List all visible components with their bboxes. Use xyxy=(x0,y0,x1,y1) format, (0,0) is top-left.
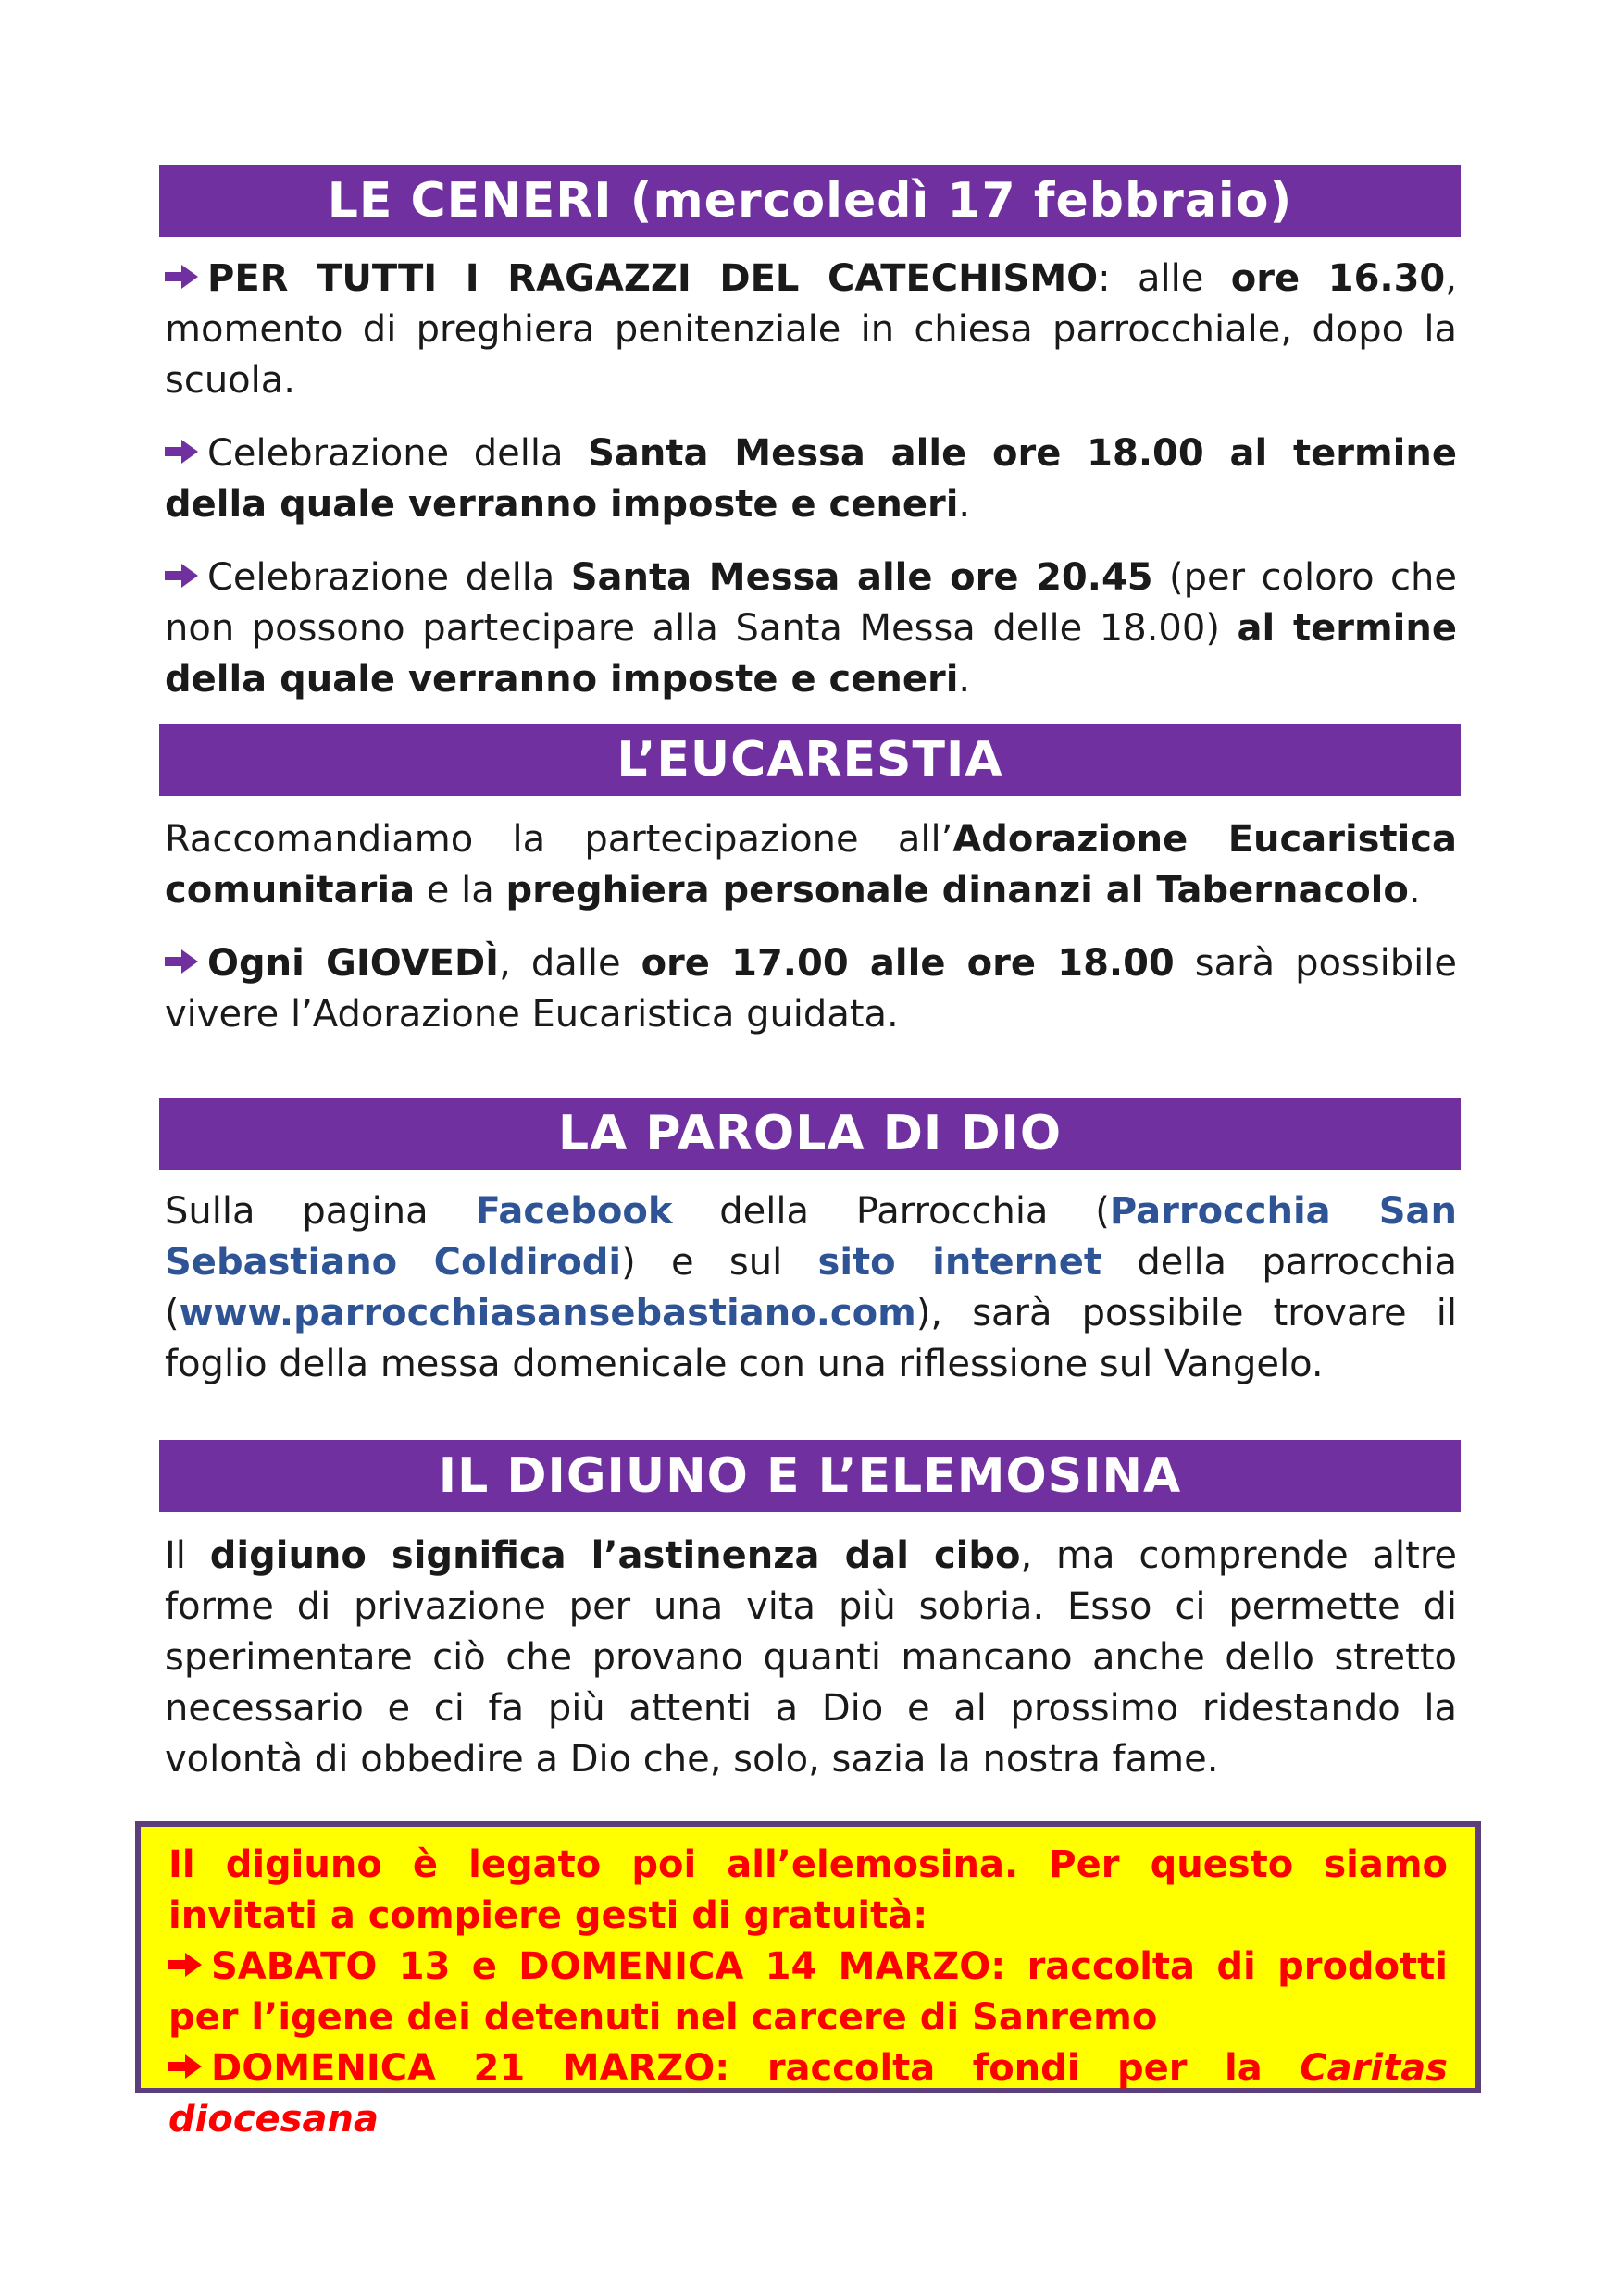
bold-text: al termine della quale verranno imposte e ceneri xyxy=(165,607,1457,701)
section-ceneri xyxy=(165,254,1457,705)
text: sarà possibile vivere l’Adorazione Eucaristica guidata. xyxy=(165,942,1457,1036)
callout-item-text: SABATO 13 e DOMENICA 14 MARZO: raccolta di prodotti per l’igene dei detenuti nel carcere di Sanremo xyxy=(168,1945,1448,2039)
section-title-parola: LA PAROLA DI DIO xyxy=(557,1106,1063,1161)
website-url-link[interactable]: www.parrocchiasansebastiano.com xyxy=(179,1292,916,1334)
section-banner-digiuno xyxy=(159,1440,1461,1512)
text: , dalle xyxy=(499,942,641,985)
text: Sulla pagina xyxy=(165,1190,476,1233)
callout-item-text: DOMENICA 21 MARZO: raccolta fondi per la xyxy=(211,2047,1301,2090)
caritas-italic-text: Caritas diocesana xyxy=(168,2047,1448,2141)
section-banner-parola xyxy=(159,1098,1461,1170)
arrow-right-icon xyxy=(165,265,198,289)
text: ), sarà possibile trovare il foglio della messa domenicale con una riflessione sul Vangelo. xyxy=(165,1292,1457,1385)
text: (per coloro che non possono partecipare alla Santa Messa delle 18.00) xyxy=(165,556,1457,650)
text: e la xyxy=(415,869,506,912)
elemosina-callout xyxy=(135,1821,1481,2141)
bold-text: preghiera personale dinanzi al Tabernacolo xyxy=(505,869,1409,912)
section-title-digiuno: IL DIGIUNO E L’ELEMOSINA xyxy=(438,1448,1182,1504)
callout-item xyxy=(168,2043,1448,2145)
text: . xyxy=(958,658,971,701)
text: , ma comprende altre forme di privazione per una vita più sobria. Esso ci permette di sperimentare ciò che provano quanti mancano anche dello stretto necessario e ci fa più attenti a Dio e al prossimo ridestando la volontà di obbedire a Dio che, solo, sazia la nostra fame. xyxy=(165,1534,1458,1781)
section-title-eucaristia: L’EUCARESTIA xyxy=(616,732,1003,788)
text: Celebrazione della xyxy=(207,556,571,599)
text: della Parrocchia ( xyxy=(672,1190,1110,1233)
arrow-right-icon xyxy=(168,2054,202,2079)
section-banner-eucaristia xyxy=(159,724,1461,796)
paragraph xyxy=(165,1186,1457,1390)
text: . xyxy=(1408,869,1421,912)
website-link[interactable]: sito internet xyxy=(817,1241,1102,1284)
bold-text: ore 17.00 alle ore 18.00 xyxy=(641,942,1175,985)
bold-text: Santa Messa alle ore 18.00 al termine della quale verranno imposte e ceneri xyxy=(165,432,1457,526)
paragraph xyxy=(165,254,1457,406)
arrow-right-icon xyxy=(165,949,198,974)
facebook-link[interactable]: Facebook xyxy=(475,1190,673,1233)
paragraph xyxy=(165,1531,1457,1785)
paragraph xyxy=(165,552,1457,705)
arrow-right-icon xyxy=(165,440,198,464)
text: . xyxy=(958,483,971,526)
text: Il xyxy=(165,1534,210,1577)
text: ) e sul xyxy=(621,1241,818,1284)
paragraph xyxy=(165,428,1457,530)
section-title-ceneri: LE CENERI (mercoledì 17 febbraio) xyxy=(327,173,1293,229)
callout-intro: Il digiuno è legato poi all’elemosina. Per questo siamo invitati a compiere gesti di gratuità: xyxy=(168,1843,1448,1937)
bold-text: PER TUTTI I RAGAZZI DEL CATECHISMO xyxy=(207,257,1099,300)
section-banner-ceneri xyxy=(159,165,1461,237)
bold-text: ore 16.30 xyxy=(1230,257,1446,300)
bold-text: Adorazione Eucaristica comunitaria xyxy=(165,818,1458,912)
section-digiuno xyxy=(165,1531,1457,1785)
text: Celebrazione della xyxy=(207,432,589,475)
text: Raccomandiamo la partecipazione all’ xyxy=(165,818,953,861)
callout-item xyxy=(168,1942,1448,2043)
section-eucaristia xyxy=(165,814,1457,1040)
bold-text: Ogni GIOVEDÌ xyxy=(207,942,500,985)
text: : alle xyxy=(1098,257,1231,300)
bold-text: digiuno significa l’astinenza dal cibo xyxy=(209,1534,1021,1577)
paragraph xyxy=(165,814,1457,916)
bold-text: Santa Messa alle ore 20.45 xyxy=(570,556,1153,599)
text: della parrocchia ( xyxy=(165,1241,1457,1334)
text: , momento di preghiera penitenziale in chiesa parrocchiale, dopo la scuola. xyxy=(165,257,1457,402)
facebook-page-link[interactable]: Parrocchia San Sebastiano Coldirodi xyxy=(165,1190,1457,1284)
section-parola xyxy=(165,1186,1457,1390)
paragraph xyxy=(165,938,1457,1040)
arrow-right-icon xyxy=(165,564,198,588)
arrow-right-icon xyxy=(168,1953,202,1977)
